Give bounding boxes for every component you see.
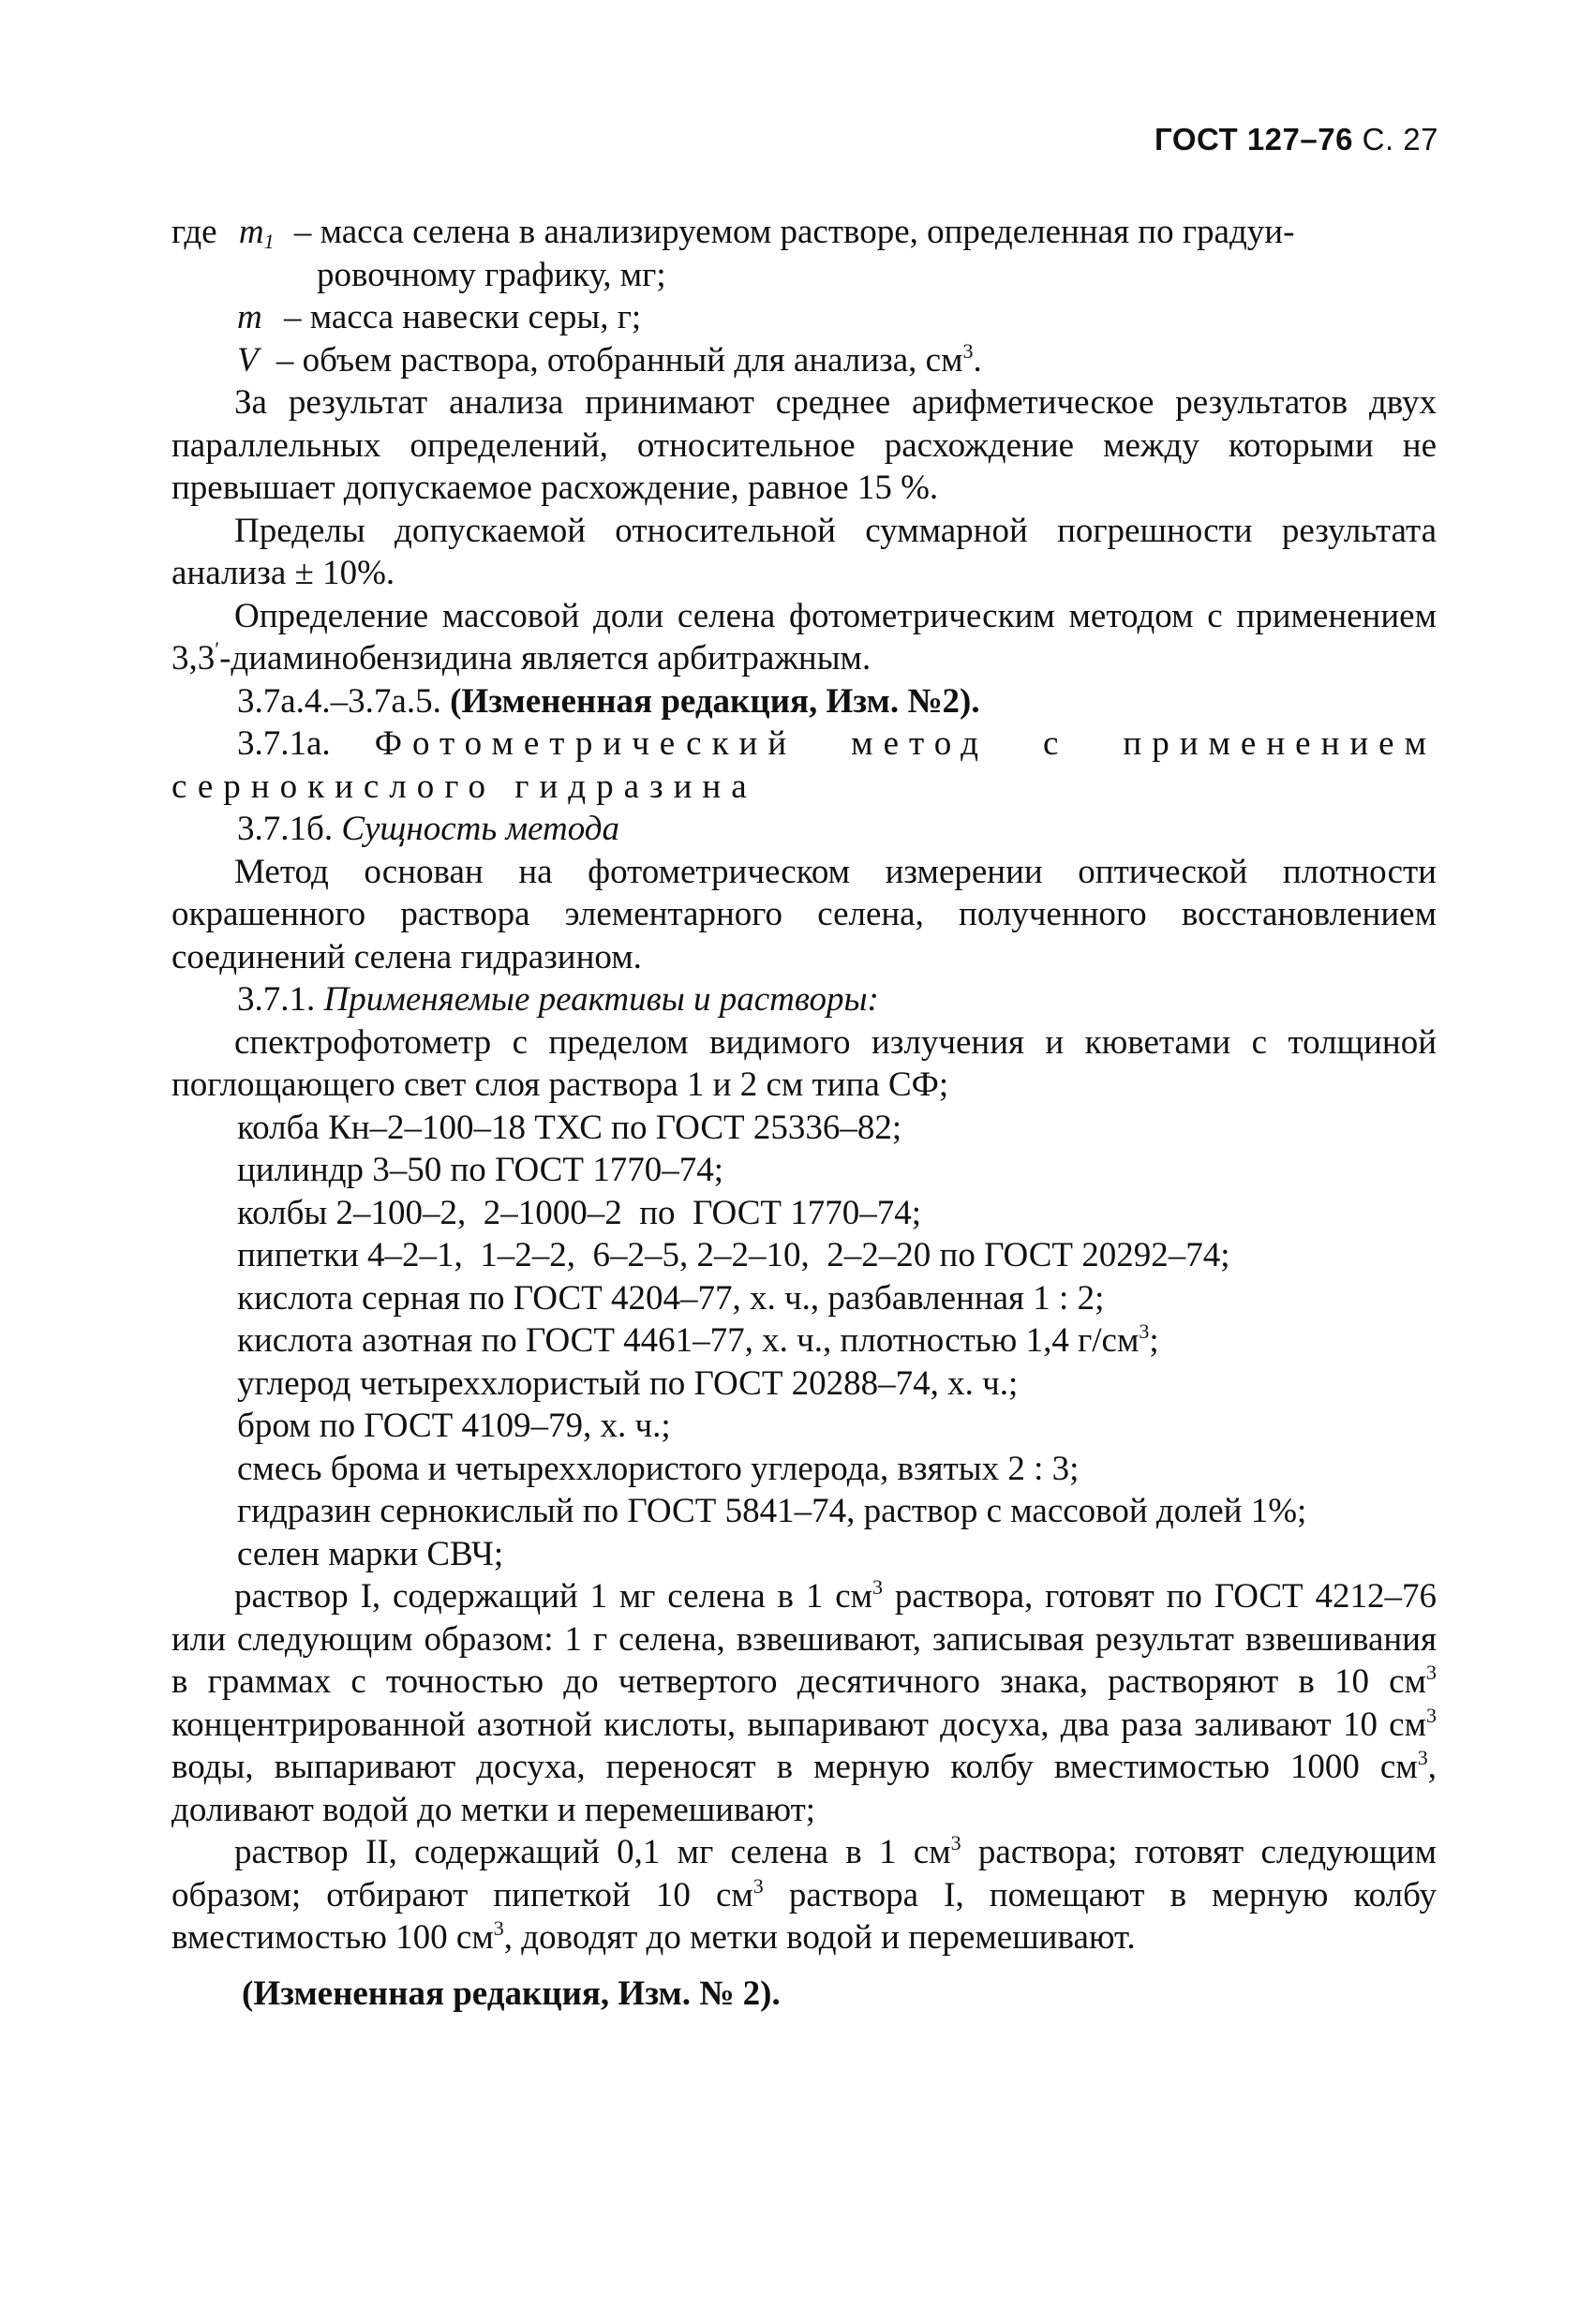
- sol1-text-c: концентрированной азотной кислоты, выпаривают досуха, два раза заливают 10 см: [171, 1705, 1426, 1744]
- nitric-sup: 3: [1139, 1319, 1150, 1343]
- sol1-sup-4: 3: [1417, 1746, 1428, 1769]
- essence-title: Сущность метода: [341, 810, 619, 848]
- definition-m1-cont: [171, 254, 1437, 297]
- sol2-text-c: раствора I, помещают в мерную колбу вместимостью 100 см: [171, 1875, 1437, 1957]
- essence-heading: [171, 808, 1437, 851]
- paragraph-limits: Пределы допускаемой относительной суммарной погрешности результата анализа ± 10%.: [171, 511, 1437, 592]
- sol2-text-a: раствор II, содержащий 0,1 мг селена в 1 см: [234, 1833, 951, 1871]
- sol2-text-b: раствора; готовят следующим образом; отбирают пипеткой 10 см: [171, 1833, 1437, 1914]
- amendment-note-1: [171, 680, 1437, 723]
- sol1-text-a: раствор I, содержащий 1 мг селена в 1 см: [234, 1577, 873, 1616]
- method-heading-cont: [171, 766, 1437, 809]
- reagent-pipettes: пипетки 4–2–1, 1–2–2, 6–2–5, 2–2–10, 2–2–20 по ГОСТ 20292–74;: [237, 1236, 1230, 1274]
- paragraph-result: За результат анализа принимают среднее арифметическое результатов двух параллельных определений, относительное расхождение между которыми не превышает допускаемое расхождение, равное 15 %.: [171, 383, 1437, 507]
- arbitration-text-b: -диаминобензидина является арбитражным.: [219, 639, 871, 678]
- reagent-flasks: колбы 2–100–2, 2–1000–2 по ГОСТ 1770–74;: [237, 1193, 922, 1232]
- solution-1: [171, 1575, 1437, 1831]
- definition-m1: [171, 211, 1437, 254]
- method-title-a: Фотометрический метод с применением: [374, 724, 1438, 763]
- definition-m-text: – масса навески серы, г;: [283, 298, 642, 336]
- document-body: [171, 211, 1437, 2015]
- sol2-sup-2: 3: [752, 1873, 764, 1898]
- reagent-sulfuric-acid: кислота серная по ГОСТ 4204–77, х. ч., разбавленная 1 : 2;: [237, 1278, 1105, 1318]
- reagent-bromine: бром по ГОСТ 4109–79, х. ч.;: [237, 1407, 671, 1445]
- var-m1-subscript: 1: [263, 230, 275, 253]
- amendment-note-2: [171, 1973, 1437, 2016]
- solution-2: [171, 1831, 1437, 1959]
- sol2-sup-3: 3: [493, 1916, 504, 1940]
- reagents-title: Применяемые реактивы и растворы:: [323, 980, 879, 1019]
- paragraph-arbitration: [171, 595, 1437, 680]
- definition-m1-text: – масса селена в анализируемом растворе, определенная по градуи-: [293, 213, 1295, 251]
- amendment-1-text: (Измененная редакция, Изм. №2).: [450, 681, 980, 721]
- standard-number: ГОСТ 127–76: [1155, 122, 1353, 156]
- method-title-b: сернокислого гидразина: [171, 767, 757, 806]
- page-header: [1155, 122, 1438, 157]
- paragraph-essence: Метод основан на фотометрическом измерении оптической плотности окрашенного раствора элементарного селена, полученного восстановлением соединений селена гидразином.: [171, 852, 1437, 976]
- definition-v-sup: 3: [962, 338, 974, 363]
- reagent-spectrophotometer: спектрофотометр с пределом видимого излучения и кюветами с толщиной поглощающего свет слоя раствора 1 и 2 см типа СФ;: [171, 1022, 1437, 1104]
- definition-intro: где: [171, 213, 217, 251]
- definition-m1-text-cont: ровочному графику, мг;: [317, 255, 666, 294]
- sol1-text-d: воды, выпаривают досуха, переносят в мерную колбу вместимостью 1000 см: [171, 1748, 1418, 1786]
- arbitration-prime: ′: [215, 637, 220, 661]
- reagent-mixture: смесь брома и четыреххлористого углерода, взятых 2 : 3;: [237, 1449, 1080, 1488]
- var-v: V: [237, 340, 259, 380]
- reagent-nitric-acid: [171, 1319, 1437, 1363]
- reagents-heading: [171, 978, 1437, 1021]
- amendment-1-number: 3.7а.4.–3.7а.5.: [237, 681, 441, 721]
- var-m1: [239, 213, 275, 251]
- sol1-text-b: раствора, готовят по ГОСТ 4212–76 или следующим образом: 1 г селена, взвешивают, записывая результат взвешивания в граммах с точностью до четвертого десятичного знака, растворяют в 10 см: [171, 1577, 1437, 1701]
- nitric-end: ;: [1149, 1321, 1159, 1360]
- reagent-cylinder: цилиндр 3–50 по ГОСТ 1770–74;: [237, 1151, 723, 1189]
- reagent-hydrazine: гидразин сернокислый по ГОСТ 5841–74, раствор с массовой долей 1%;: [237, 1492, 1307, 1530]
- sol1-sup-1: 3: [872, 1575, 884, 1599]
- amendment-2-text: (Измененная редакция, Изм. № 2).: [242, 1974, 781, 2013]
- definition-v-text: – объем раствора, отобранный для анализа, см: [276, 340, 963, 380]
- reagent-flask: колба Кн–2–100–18 ТХС по ГОСТ 25336–82;: [237, 1108, 902, 1147]
- method-heading: [171, 723, 1437, 766]
- sol2-sup-1: 3: [950, 1831, 961, 1855]
- reagent-carbon-tetrachloride: углерод четыреххлористый по ГОСТ 20288–74, х. ч.;: [237, 1363, 1019, 1403]
- essence-number: 3.7.1б.: [237, 810, 334, 848]
- definition-v: [171, 339, 1437, 382]
- sol1-sup-3: 3: [1426, 1703, 1437, 1727]
- nitric-text: кислота азотная по ГОСТ 4461–77, х. ч., плотностью 1,4 г/см: [237, 1321, 1140, 1360]
- definition-m: [171, 296, 1437, 339]
- reagents-number: 3.7.1.: [237, 980, 316, 1019]
- sol2-text-d: , доводят до метки водой и перемешивают.: [503, 1918, 1136, 1957]
- var-m1-letter: m: [238, 213, 264, 251]
- sol1-sup-2: 3: [1426, 1661, 1437, 1684]
- sol1-text-e: , доливают водой до метки и перемешивают;: [171, 1748, 1437, 1829]
- definition-v-end: .: [973, 340, 982, 380]
- var-m: m: [237, 298, 262, 336]
- arbitration-text-a: Определение массовой доли селена фотометрическим методом с применением 3,3: [171, 596, 1437, 678]
- reagent-selenium: селен марки СВЧ;: [237, 1534, 504, 1573]
- method-number: 3.7.1а.: [237, 724, 331, 763]
- page-number: С. 27: [1362, 122, 1438, 156]
